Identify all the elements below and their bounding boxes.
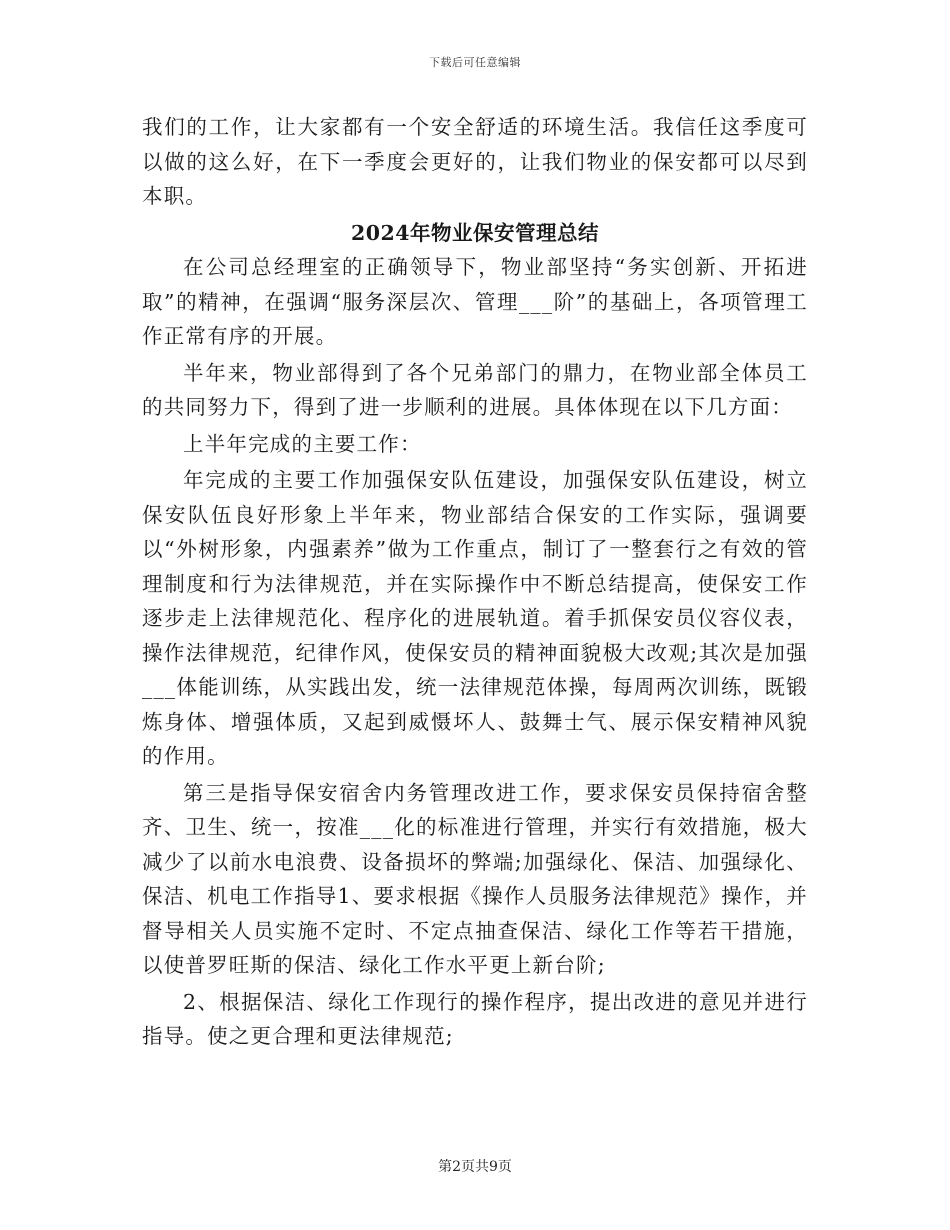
page-header: 下载后可任意编辑 xyxy=(429,56,521,69)
paragraph: 上半年完成的主要工作： xyxy=(183,431,422,456)
paragraph-continued: 我们的工作，让大家都有一个安全舒适的环境生活。我信任这季度可以做的这么好，在下一季度会更好的，让我们物业的保安都可以尽到本职。 xyxy=(142,115,808,208)
paragraph: 第三是指导保安宿舍内务管理改进工作，要求保安员保持宿舍整齐、卫生、统一，按准___化的标准进行管理，并实行有效措施，极大减少了以前水电浪费、设备损坏的弊端;加强绿化、保洁、加强绿化、保洁、机电工作指导1、要求根据《操作人员服务法律规范》操作，并督导相关人员实施不定时、不定点抽查保洁、绿化工作等若干措施，以使普罗旺斯的保洁、绿化工作水平更上新台阶; xyxy=(142,780,808,977)
document-body xyxy=(142,110,808,1056)
section-title: 2024年物业保安管理总结 xyxy=(350,220,600,245)
paragraph: 年完成的主要工作加强保安队伍建设，加强保安队伍建设，树立保安队伍良好形象上半年来，物业部结合保安的工作实际，强调要以“外树形象，内强素养”做为工作重点，制订了一整套行之有效的管理制度和行为法律规范，并在实际操作中不断总结提高，使保安工作逐步走上法律规范化、程序化的进展轨道。着手抓保安员仪容仪表，操作法律规范，纪律作风，使保安员的精神面貌极大改观;其次是加强___体能训练，从实践出发，统一法律规范体操，每周两次训练，既锻炼身体、增强体质，又起到威慑坏人、鼓舞士气、展示保安精神风貌的作用。 xyxy=(142,468,808,768)
paragraph: 半年来，物业部得到了各个兄弟部门的鼎力，在物业部全体员工的共同努力下，得到了进一步顺利的进展。具体体现在以下几方面： xyxy=(142,360,808,419)
page-number: 第2页共9页 xyxy=(438,1159,512,1175)
paragraph: 2、根据保洁、绿化工作现行的操作程序，提出改进的意见并进行指导。使之更合理和更法律规范; xyxy=(142,989,808,1048)
paragraph: 在公司总经理室的正确领导下，物业部坚持“务实创新、开拓进取”的精神，在强调“服务深层次、管理___阶”的基础上，各项管理工作正常有序的开展。 xyxy=(142,255,808,348)
